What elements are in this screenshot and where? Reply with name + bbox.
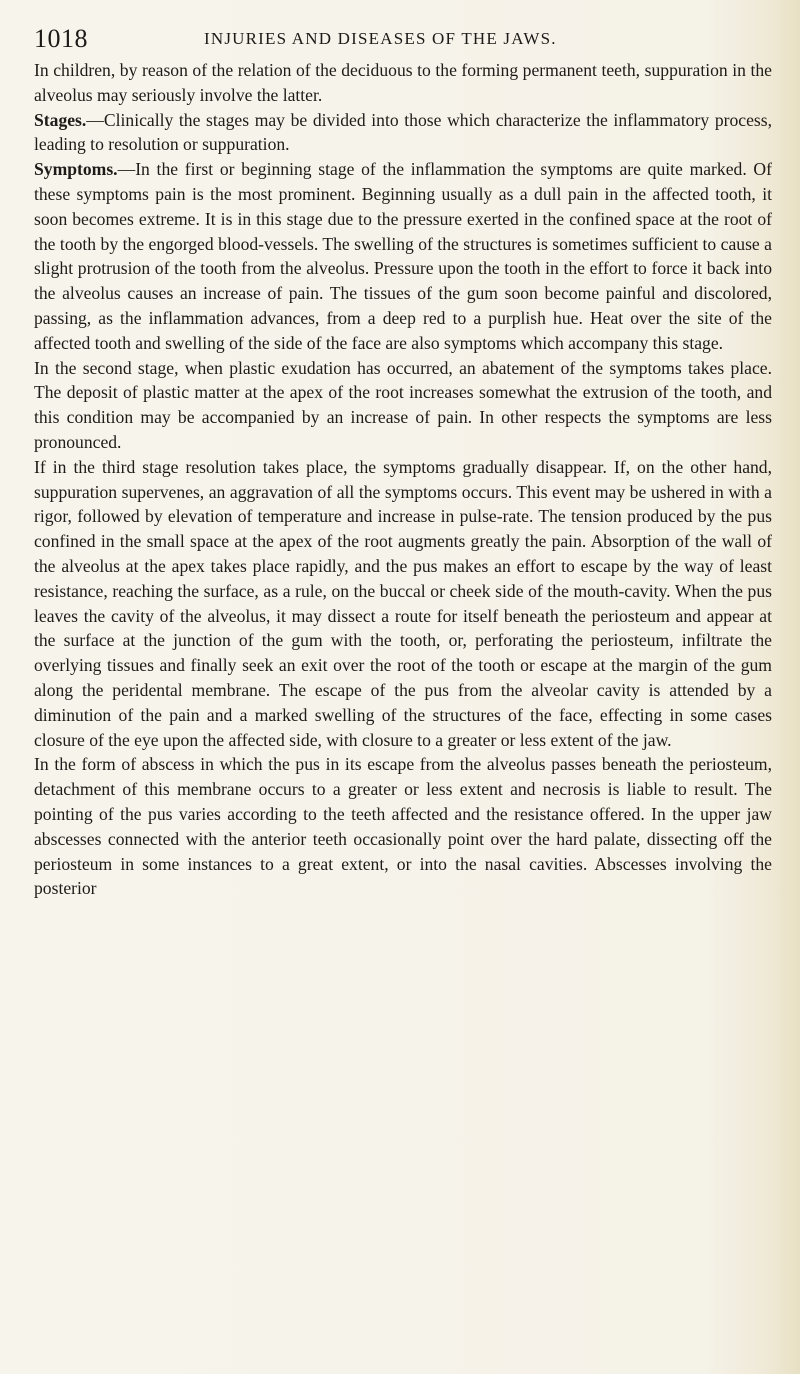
paragraph-text: If in the third stage resolution takes place, the symptoms gradually disappear. If, on the other hand, suppuration supervenes, an aggravation of all the symptoms occurs. This event may be ushered in with a rigor, followed by elevation of temperature and increase in pulse-rate. The tension produced by the pus confined in the small space at the apex of the root augments greatly the pain. Absorption of the wall of the alveolus at the apex takes place rapidly, and the pus makes an effort to escape by the way of least resistance, reaching the surface, as a rule, on the buccal or cheek side of the mouth-cavity. When the pus leaves the cavity of the alveolus, it may dissect a route for itself beneath the periosteum and appear at the surface at the junction of the gum with the tooth, or, perforating the periosteum, infiltrate the overlying tissues and finally seek an exit over the root of the tooth or escape at the margin of the gum along the peridental membrane. The escape of the pus from the alveolar cavity is attended by a diminution of the pain and a marked swelling of the structures of the face, effecting in some cases closure of the eye upon the affected side, with closure to a greater or less extent of the jaw.: [34, 456, 772, 750]
paragraph-text: —Clinically the stages may be divided into those which characterize the inflammatory process, leading to resolution or suppuration.: [34, 109, 772, 155]
paragraph-children: [34, 58, 772, 108]
page-header: [34, 24, 774, 54]
paragraph-symptoms: [34, 157, 772, 355]
paragraph-abscess: [34, 752, 772, 901]
paragraph-stages: [34, 108, 772, 158]
paragraph-third-stage: [34, 455, 772, 753]
section-heading-symptoms: Symptoms.: [34, 159, 118, 180]
paragraph-text: In children, by reason of the relation of the deciduous to the forming permanent teeth, suppuration in the alveolus may seriously involve the latter.: [34, 60, 772, 105]
body-text: [34, 58, 772, 901]
paragraph-second-stage: [34, 356, 772, 455]
section-heading-stages: Stages.: [34, 109, 87, 130]
paragraph-text: In the form of abscess in which the pus in its escape from the alveolus passes beneath the periosteum, detachment of this membrane occurs to a greater or less extent and necrosis is liable to result. The pointing of the pus varies according to the teeth affected and the resistance offered. In the upper jaw abscesses connected with the anterior teeth occasionally point over the hard palate, dissecting off the periosteum in some instances to a great extent, or into the nasal cavities. Abscesses involving the posterior: [34, 754, 772, 899]
running-head: INJURIES AND DISEASES OF THE JAWS.: [204, 29, 557, 48]
page-number: 1018: [34, 24, 88, 53]
paragraph-text: In the second stage, when plastic exudation has occurred, an abatement of the symptoms takes place. The deposit of plastic matter at the apex of the root increases somewhat the extrusion of the tooth, and this condition may be accompanied by an increase of pain. In other respects the symptoms are less pronounced.: [34, 357, 772, 452]
paragraph-text: —In the first or beginning stage of the inflammation the symptoms are quite marked. Of these symptoms pain is the most prominent. Beginning usually as a dull pain in the affected tooth, it soon becomes extreme. It is in this stage due to the pressure exerted in the confined space at the root of the tooth by the engorged blood-vessels. The swelling of the structures is sometimes sufficient to cause a slight protrusion of the tooth from the alveolus. Pressure upon the tooth in the effort to force it back into the alveolus causes an increase of pain. The tissues of the gum soon become painful and discolored, passing, as the inflammation advances, from a deep red to a purplish hue. Heat over the site of the affected tooth and swelling of the side of the face are also symptoms which accompany this stage.: [34, 159, 772, 353]
